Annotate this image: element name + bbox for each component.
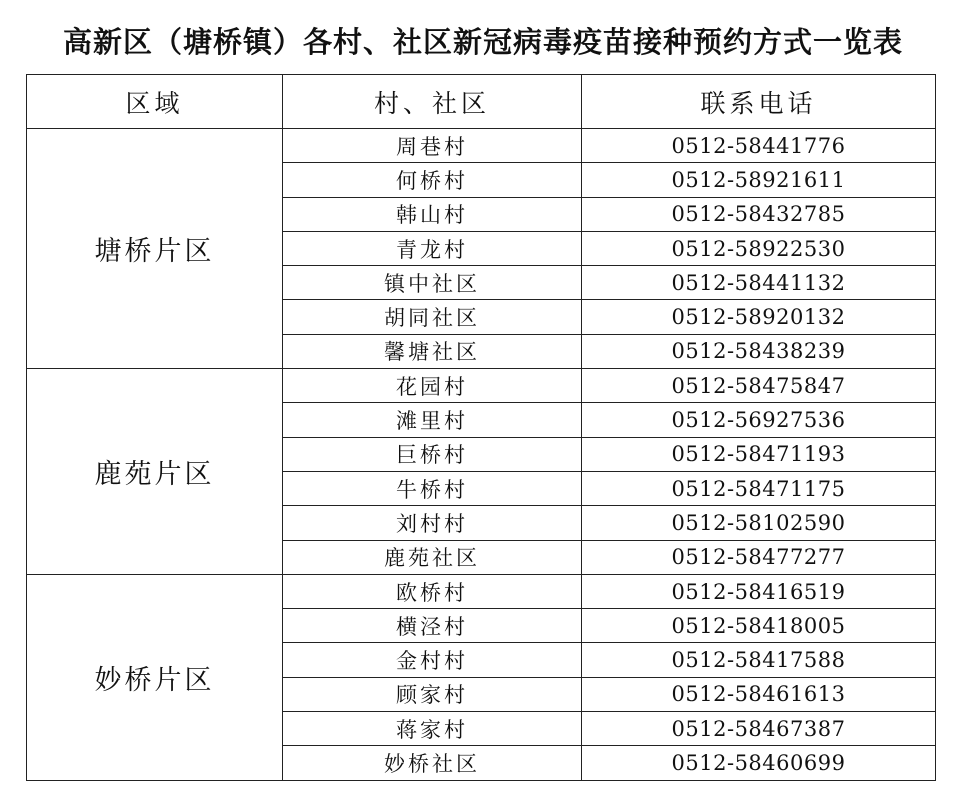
contact-table <box>26 74 936 781</box>
page-title: 高新区（塘桥镇）各村、社区新冠病毒疫苗接种预约方式一览表 <box>62 25 903 59</box>
village-name-cell: 花园村 <box>283 369 582 403</box>
phone-cell: 0512-58417588 <box>582 643 936 677</box>
village-name-cell: 欧桥村 <box>283 574 582 608</box>
phone-cell: 0512-58102590 <box>582 506 936 540</box>
table-row <box>27 369 936 403</box>
village-name-cell: 何桥村 <box>283 163 582 197</box>
village-name-cell: 滩里村 <box>283 403 582 437</box>
phone-cell: 0512-58922530 <box>582 231 936 265</box>
table-header-row <box>27 75 936 129</box>
phone-cell: 0512-56927536 <box>582 403 936 437</box>
village-name-cell: 妙桥社区 <box>283 746 582 780</box>
table-body <box>27 129 936 781</box>
phone-cell: 0512-58475847 <box>582 369 936 403</box>
region-cell: 妙桥片区 <box>27 574 283 780</box>
header-region: 区域 <box>27 75 283 129</box>
phone-cell: 0512-58471175 <box>582 471 936 505</box>
village-name-cell: 青龙村 <box>283 231 582 265</box>
phone-cell: 0512-58467387 <box>582 712 936 746</box>
village-name-cell: 馨塘社区 <box>283 334 582 368</box>
village-name-cell: 横泾村 <box>283 609 582 643</box>
phone-cell: 0512-58418005 <box>582 609 936 643</box>
phone-cell: 0512-58461613 <box>582 677 936 711</box>
village-name-cell: 韩山村 <box>283 197 582 231</box>
table-row <box>27 129 936 163</box>
village-name-cell: 牛桥村 <box>283 471 582 505</box>
village-name-cell: 胡同社区 <box>283 300 582 334</box>
village-name-cell: 巨桥村 <box>283 437 582 471</box>
table-row <box>27 574 936 608</box>
phone-cell: 0512-58460699 <box>582 746 936 780</box>
header-village: 村、社区 <box>283 75 582 129</box>
phone-cell: 0512-58438239 <box>582 334 936 368</box>
phone-cell: 0512-58921611 <box>582 163 936 197</box>
village-name-cell: 鹿苑社区 <box>283 540 582 574</box>
region-cell: 塘桥片区 <box>27 129 283 369</box>
village-name-cell: 蒋家村 <box>283 712 582 746</box>
phone-cell: 0512-58416519 <box>582 574 936 608</box>
phone-cell: 0512-58441132 <box>582 266 936 300</box>
phone-cell: 0512-58477277 <box>582 540 936 574</box>
village-name-cell: 金村村 <box>283 643 582 677</box>
village-name-cell: 刘村村 <box>283 506 582 540</box>
region-cell: 鹿苑片区 <box>27 369 283 575</box>
phone-cell: 0512-58471193 <box>582 437 936 471</box>
village-name-cell: 镇中社区 <box>283 266 582 300</box>
phone-cell: 0512-58920132 <box>582 300 936 334</box>
phone-cell: 0512-58441776 <box>582 129 936 163</box>
phone-cell: 0512-58432785 <box>582 197 936 231</box>
village-name-cell: 顾家村 <box>283 677 582 711</box>
header-phone: 联系电话 <box>582 75 936 129</box>
village-name-cell: 周巷村 <box>283 129 582 163</box>
